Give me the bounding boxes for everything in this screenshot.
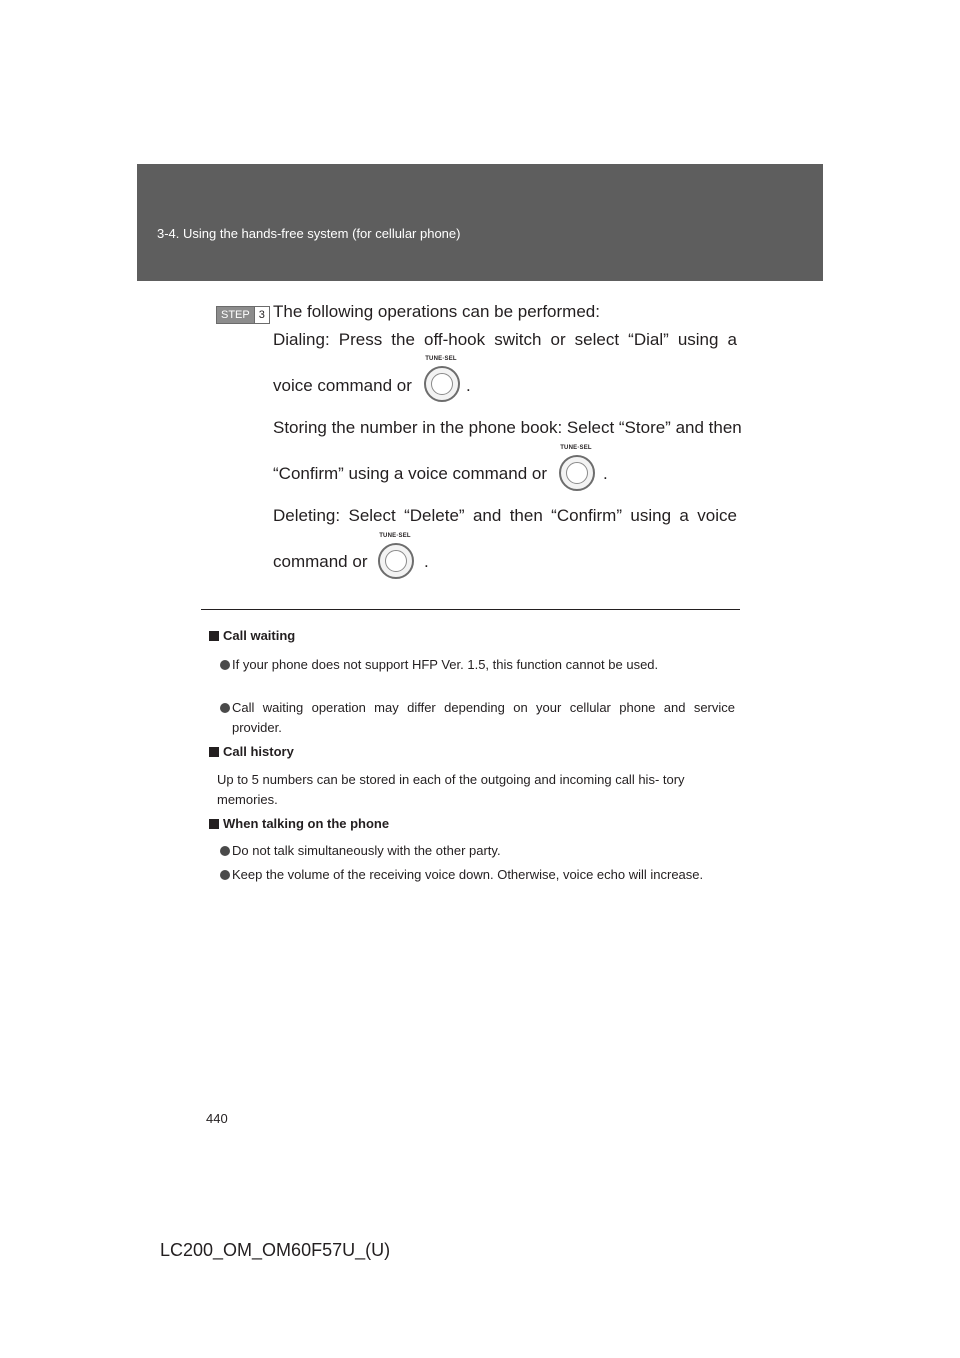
square-bullet-icon	[209, 747, 219, 757]
tune-sel-knob-icon: TUNE·SEL	[551, 445, 601, 497]
round-bullet-icon	[220, 703, 230, 713]
list-item: Do not talk simultaneously with the other party.	[220, 841, 735, 861]
storing-line-1: Storing the number in the phone book: Select “Store” and then	[273, 418, 742, 437]
section-title: 3-4. Using the hands-free system (for cellular phone)	[157, 226, 461, 241]
round-bullet-icon	[220, 846, 230, 856]
deleting-period: .	[424, 552, 429, 571]
round-bullet-icon	[220, 660, 230, 670]
footer-code: LC200_OM_OM60F57U_(U)	[160, 1240, 391, 1260]
dialing-period: .	[466, 376, 471, 395]
step-badge	[216, 306, 270, 324]
storing-line-2: “Confirm” using a voice command or	[273, 464, 547, 483]
section-header-bar	[137, 164, 823, 281]
deleting-line-1: Deleting: Select “Delete” and then “Confirm” using a voice	[273, 506, 737, 525]
call-waiting-heading: Call waiting	[209, 628, 295, 643]
square-bullet-icon	[209, 631, 219, 641]
call-history-heading: Call history	[209, 744, 294, 759]
talking-heading: When talking on the phone	[209, 816, 389, 831]
dialing-line-1: Dialing: Press the off-hook switch or select “Dial” using a	[273, 330, 737, 349]
page-number: 440	[206, 1111, 228, 1126]
step-number: 3	[254, 307, 269, 323]
tune-sel-knob-icon: TUNE·SEL	[370, 533, 420, 585]
step-intro: The following operations can be performed:	[273, 302, 600, 321]
square-bullet-icon	[209, 819, 219, 829]
round-bullet-icon	[220, 870, 230, 880]
list-item: Keep the volume of the receiving voice down. Otherwise, voice echo will increase.	[220, 865, 735, 885]
call-history-text: Up to 5 numbers can be stored in each of the outgoing and incoming call his- tory memories.	[217, 772, 685, 807]
list-item: Call waiting operation may differ depending on your cellular phone and service provider.	[220, 698, 735, 738]
storing-period: .	[603, 464, 608, 483]
list-item: If your phone does not support HFP Ver. 1.5, this function cannot be used.	[220, 655, 735, 675]
dialing-line-2: voice command or	[273, 376, 412, 395]
tune-sel-knob-icon: TUNE·SEL	[416, 356, 466, 408]
deleting-line-2: command or	[273, 552, 368, 571]
section-divider	[201, 609, 740, 610]
step-label: STEP	[221, 309, 250, 321]
